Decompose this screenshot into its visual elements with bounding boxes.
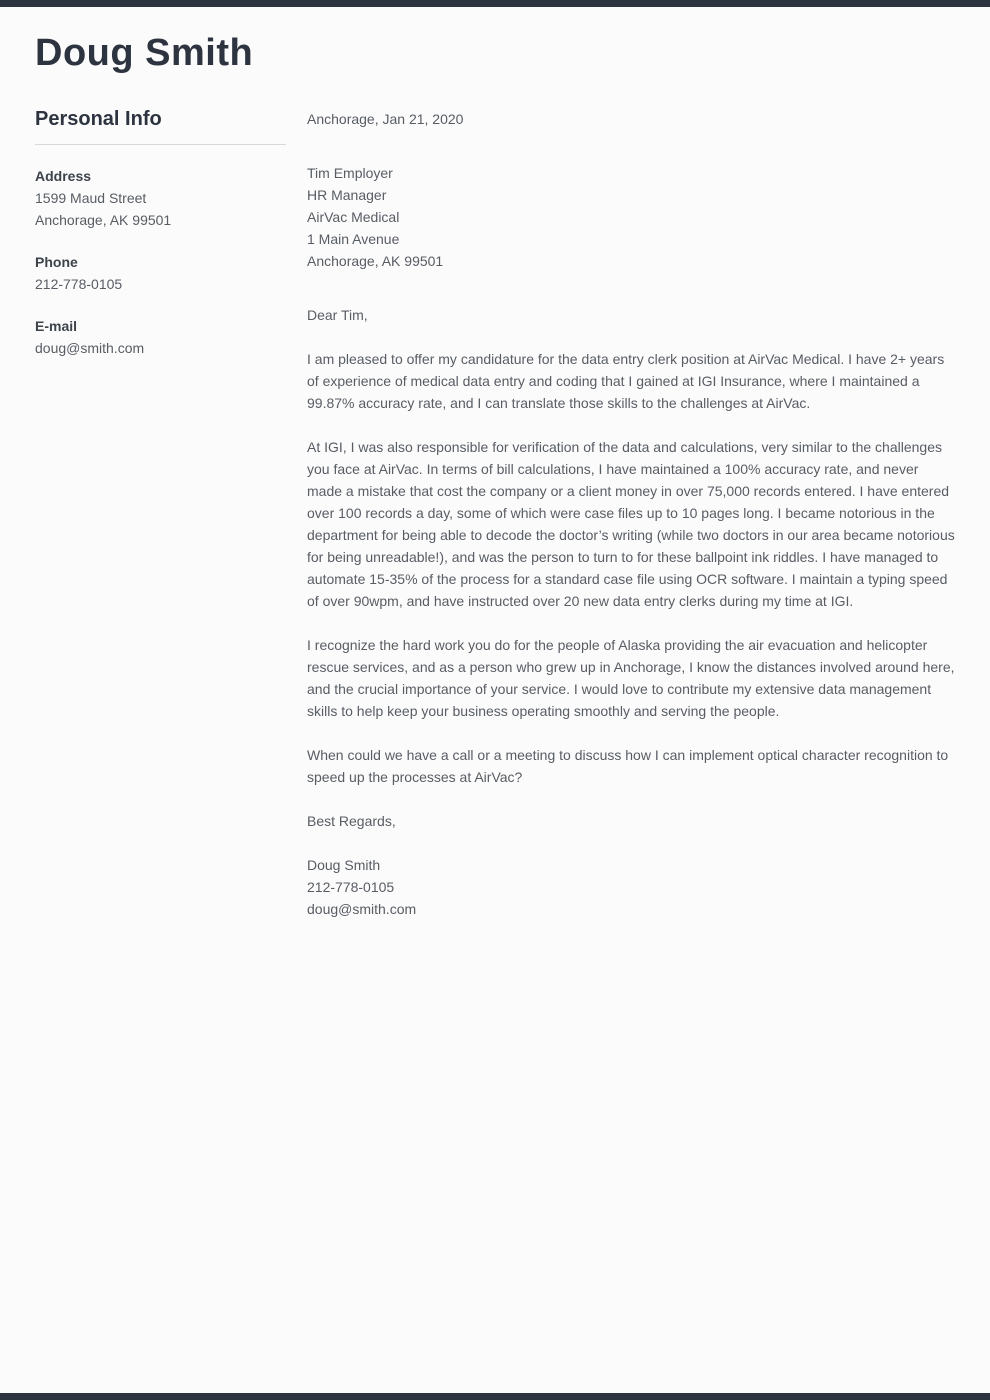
letter-paragraph: When could we have a call or a meeting to discuss how I can implement optical character recognition to speed up the processes at AirVac? [307,747,949,785]
cover-letter-body [307,108,957,920]
sidebar-section-phone [35,251,286,295]
personal-info-sidebar [35,108,286,359]
sidebar-section-email [35,315,286,359]
recipient-title: HR Manager [307,187,387,203]
applicant-name-heading: Doug Smith [35,32,254,74]
signature-phone: 212-778-0105 [307,879,395,895]
letter-paragraph: At IGI, I was also responsible for verification of the data and calculations, very similar to the challenges you face at AirVac. In terms of bill calculations, I have maintained a 100% accuracy rate, and never made a mistake that cost the company or a client money in over 75,000 records entered. I have entered over 100 records a day, some of which were case files up to 10 pages long. I became notorious in the department for being able to decode the doctor’s writing (while two doctors in our area became notorious for being unreadable!), and was the person to turn to for these ballpoint ink riddles. I have managed to automate 15-35% of the process for a standard case file using OCR software. I maintain a typing speed of over 90wpm, and have instructed over 20 new data entry clerks during my time at IGI. [307,439,955,609]
salutation: Dear Tim, [307,307,368,323]
sidebar-title: Personal Info [35,108,286,145]
email-label: E-mail [35,318,78,334]
signature-email: doug@smith.com [307,901,417,917]
letter-paragraph: I recognize the hard work you do for the people of Alaska providing the air evacuation and helicopter rescue services, and as a person who grew up in Anchorage, I know the distances involved around here, and the crucial importance of your service. I would love to contribute my extensive data management skills to help keep your business operating smoothly and serving the people. [307,637,955,719]
recipient-street: 1 Main Avenue [307,231,400,247]
bottom-accent-bar [0,1393,990,1400]
sidebar-section-address [35,165,286,231]
phone-label: Phone [35,254,78,270]
address-line: 1599 Maud Street [35,190,147,206]
recipient-block [307,162,957,272]
letter-date: Anchorage, Jan 21, 2020 [307,111,464,127]
address-label: Address [35,168,92,184]
email-value: doug@smith.com [35,340,145,356]
signature-name: Doug Smith [307,857,381,873]
closing-phrase: Best Regards, [307,813,396,829]
phone-value: 212-778-0105 [35,276,123,292]
recipient-name: Tim Employer [307,165,393,181]
top-accent-bar [0,0,990,7]
recipient-city: Anchorage, AK 99501 [307,253,444,269]
address-line: Anchorage, AK 99501 [35,212,172,228]
signature-block [307,854,957,920]
recipient-company: AirVac Medical [307,209,400,225]
letter-paragraph: I am pleased to offer my candidature for the data entry clerk position at AirVac Medical. I have 2+ years of experience of medical data entry and coding that I gained at IGI Insurance, where I maintained a 99.87% accuracy rate, and I can translate those skills to the challenges at AirVac. [307,351,945,411]
